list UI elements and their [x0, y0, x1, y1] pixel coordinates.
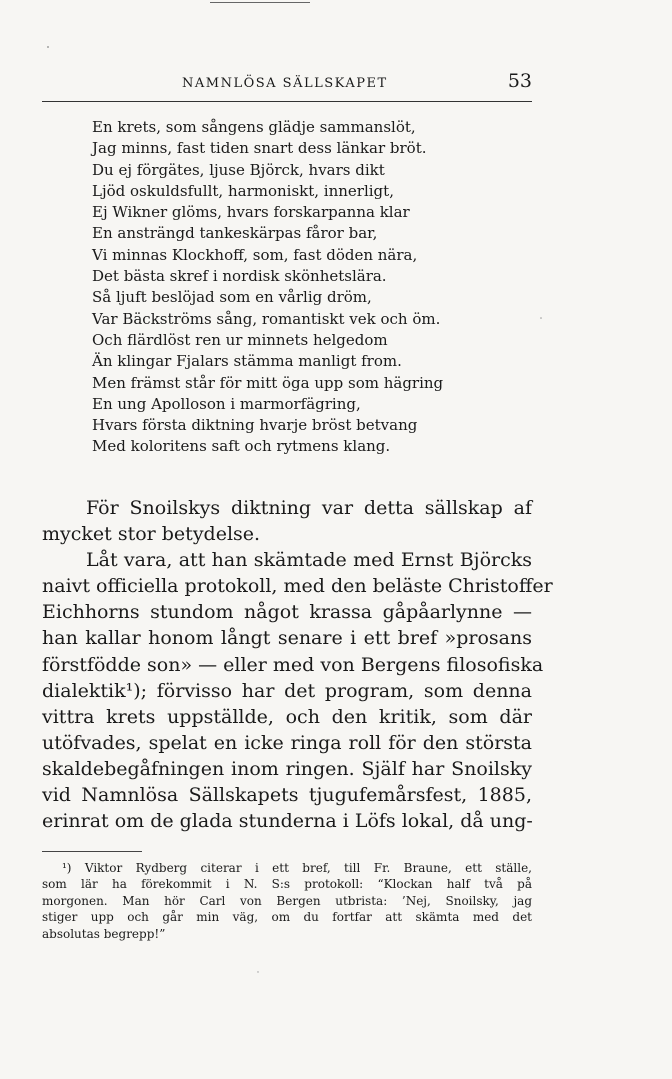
poem-block	[92, 117, 512, 458]
footnote-line: stiger upp och går min väg, om du fortfar att skämta med det	[42, 910, 532, 925]
speck	[540, 317, 542, 319]
poem-line: Så ljuft beslöjad som en vårlig dröm,	[92, 288, 372, 307]
poem-line: En ansträngd tankeskärpas fåror bar,	[92, 224, 378, 243]
running-head: NAMNLÖSA SÄLLSKAPET	[182, 76, 388, 91]
poem-line: Var Bäckströms sång, romantiskt vek och öm.	[92, 309, 441, 328]
prose-line: erinrat om de glada stunderna i Löfs lokal, då ung-	[42, 810, 533, 833]
poem-line: Än klingar Fjalars stämma manligt from.	[92, 352, 402, 371]
poem-line: En krets, som sångens glädje sammanslöt,	[92, 118, 416, 136]
prose-line: Låt vara, att han skämtade med Ernst Björcks	[86, 549, 532, 572]
poem-line: En ung Apolloson i marmorfägring,	[92, 394, 361, 413]
prose-line: förstfödde son» — eller med von Bergens filosofiska	[42, 653, 544, 676]
poem-line: Ej Wikner glöms, hvars forskarpanna klar	[92, 203, 410, 222]
prose-line: mycket stor betydelse.	[42, 523, 261, 546]
header-rule	[42, 101, 532, 102]
prose-line: skaldebegåfningen inom ringen. Själf har Snoilsky	[42, 757, 532, 780]
poem-line: Vi minnas Klockhoff, som, fast döden nära,	[92, 245, 418, 264]
top-edge-rule	[210, 2, 310, 3]
footnote-line: som lär ha förekommit i N. S:s protokoll: “Klockan half två på	[42, 877, 532, 892]
footnote-rule	[42, 851, 142, 852]
poem-line: Och flärdlöst ren ur minnets helgedom	[92, 330, 388, 349]
prose-line: För Snoilskys diktning var detta sällskap af	[86, 497, 532, 519]
poem-line: Jag minns, fast tiden snart dess länkar bröt.	[92, 139, 427, 158]
prose-line: naivt officiella protokoll, med den beläste Christoffer	[42, 575, 553, 598]
footnote-line: ¹) Viktor Rydberg citerar i ett bref, till Fr. Braune, ett ställe,	[62, 861, 532, 875]
poem-line: Hvars första diktning hvarje bröst betvang	[92, 416, 418, 435]
page-header	[42, 70, 532, 98]
poem-line: Du ej förgätes, ljuse Björck, hvars dikt	[92, 160, 385, 179]
prose-line: han kallar honom långt senare i ett bref »prosans	[42, 627, 532, 650]
footnote-block	[42, 860, 532, 942]
poem-line: Men främst står för mitt öga upp som hägring	[92, 373, 444, 392]
prose-line: dialektik¹); förvisso har det program, som denna	[42, 679, 532, 702]
prose-line: Eichhorns stundom något krassa gåpåarlynne —	[42, 601, 532, 624]
speck	[47, 46, 49, 48]
poem-line: Ljöd oskuldsfullt, harmoniskt, innerligt,	[92, 181, 394, 200]
prose-line: utöfvades, spelat en icke ringa roll för den största	[42, 731, 532, 754]
poem-line: Med koloritens saft och rytmens klang.	[92, 437, 391, 456]
speck	[257, 971, 258, 972]
poem-line: Det bästa skref i nordisk skönhetslära.	[92, 267, 387, 286]
prose-body	[42, 495, 553, 834]
footnote-line: morgonen. Man hör Carl von Bergen utbrista: ’Nej, Snoilsky, jag	[42, 893, 532, 908]
footnote-line: absolutas begrepp!”	[42, 926, 166, 941]
page-number: 53	[507, 70, 532, 92]
prose-line: vid Namnlösa Sällskapets tjugufemårsfest, 1885,	[42, 784, 532, 807]
prose-line: vittra krets uppställde, och den kritik, som där	[42, 705, 532, 728]
